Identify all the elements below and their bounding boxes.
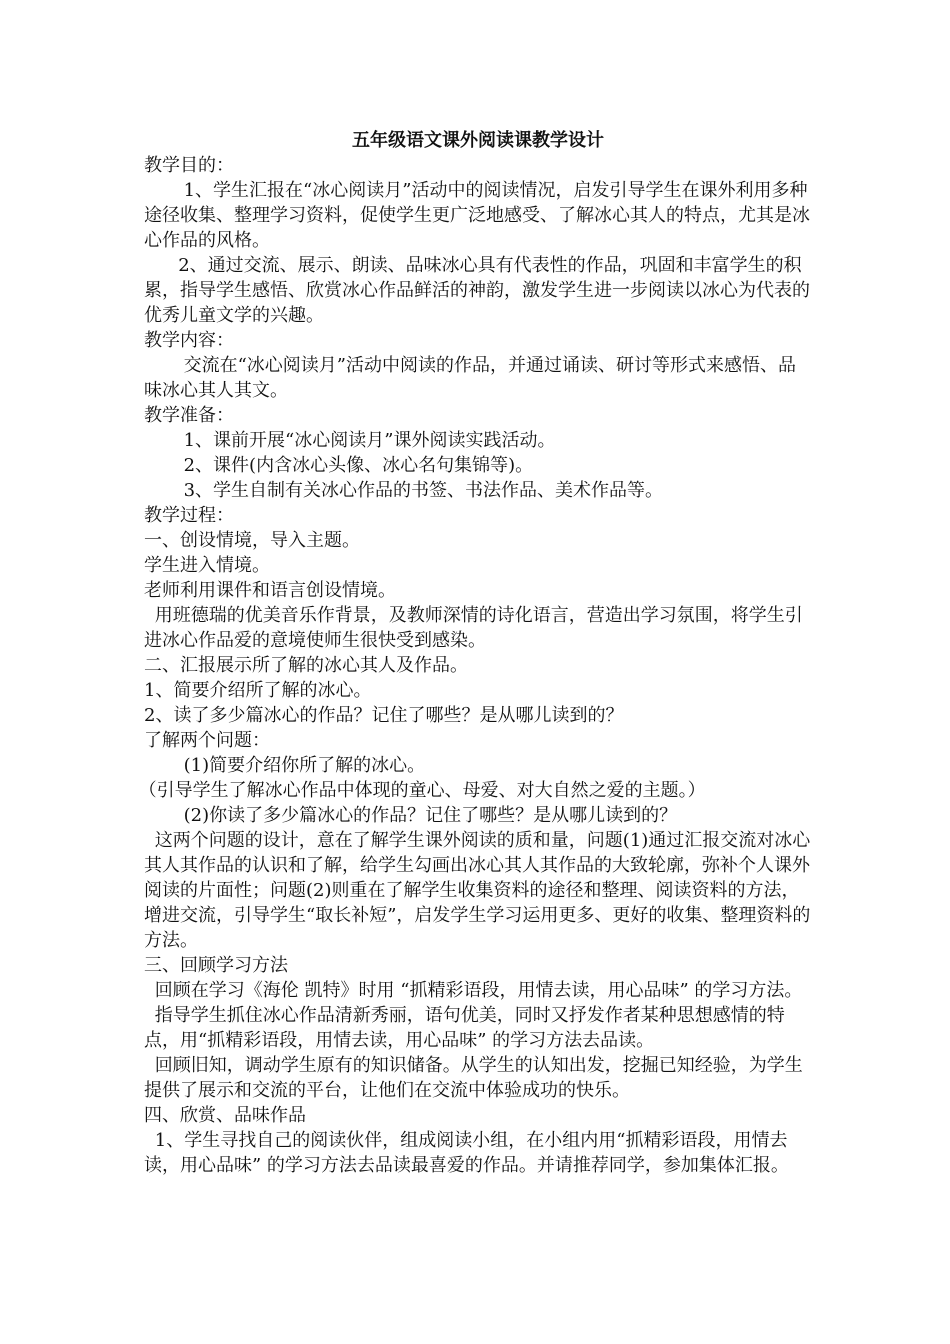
paragraph: 1、课前开展“冰心阅读月”课外阅读实践活动。	[183, 430, 556, 451]
paragraph: 回顾旧知，调动学生原有的知识储备。从学生的认知出发，挖掘已知经验，为学生提供了展示和交流的平台，让他们在交流中体验成功的快乐。	[144, 1055, 803, 1101]
paragraph: 三、回顾学习方法	[144, 955, 288, 976]
paragraph: 1、简要介绍所了解的冰心。	[144, 680, 372, 701]
paragraph: (2)你读了多少篇冰心的作品？记住了哪些？是从哪儿读到的？	[183, 805, 678, 826]
paragraph: 用班德瑞的优美音乐作背景，及教师深情的诗化语言，营造出学习氛围，将学生引进冰心作品爱的意境使师生很快受到感染。	[144, 605, 803, 651]
paragraph: 1、学生寻找自己的阅读伙伴，组成阅读小组，在小组内用“抓精彩语段，用情去读，用心品味” 的学习方法去品读最喜爱的作品。并请推荐同学，参加集体汇报。	[144, 1130, 789, 1176]
document-body	[138, 153, 812, 1178]
paragraph: (1)简要介绍你所了解的冰心。	[183, 755, 426, 776]
paragraph: （引导学生了解冰心作品中体现的童心、母爱、对大自然之爱的主题。）	[138, 780, 706, 801]
paragraph: 教学目的：	[144, 155, 234, 176]
paragraph: 一、创设情境，导入主题。	[144, 530, 360, 551]
paragraph: 3、学生自制有关冰心作品的书签、书法作品、美术作品等。	[183, 480, 664, 501]
paragraph: 2、通过交流、展示、朗读、品味冰心具有代表性的作品，巩固和丰富学生的积累，指导学生感悟、欣赏冰心作品鲜活的神韵，激发学生进一步阅读以冰心为代表的优秀儿童文学的兴趣。	[144, 255, 810, 326]
paragraph: 2、读了多少篇冰心的作品？记住了哪些？是从哪儿读到的？	[144, 705, 624, 726]
paragraph: 这两个问题的设计，意在了解学生课外阅读的质和量，问题(1)通过汇报交流对冰心其人其作品的认识和了解，给学生勾画出冰心其人其作品的大致轮廓，弥补个人课外阅读的片面性；问题(2)则重在了解学生收集资料的途径和整理、阅读资料的方法，增进交流，引导学生“取长补短”，启发学生学习运用更多、更好的收集、整理资料的方法。	[144, 830, 811, 951]
paragraph: 1、学生汇报在“冰心阅读月”活动中的阅读情况，启发引导学生在课外利用多种途径收集、整理学习资料，促使学生更广泛地感受、了解冰心其人的特点，尤其是冰心作品的风格。	[144, 180, 810, 251]
document-page	[138, 128, 812, 1178]
paragraph: 2、课件(内含冰心头像、冰心名句集锦等)。	[183, 455, 534, 476]
document-title: 五年级语文课外阅读课教学设计	[352, 130, 604, 151]
paragraph: 了解两个问题：	[144, 730, 270, 751]
paragraph: 交流在“冰心阅读月”活动中阅读的作品，并通过诵读、研讨等形式来感悟、品味冰心其人其文。	[144, 355, 796, 401]
paragraph: 教学过程：	[144, 505, 234, 526]
paragraph: 四、欣赏、品味作品	[144, 1105, 306, 1126]
paragraph: 回顾在学习《海伦 凯特》时用 “抓精彩语段，用情去读，用心品味” 的学习方法。	[154, 980, 803, 1001]
paragraph: 老师利用课件和语言创设情境。	[144, 580, 396, 601]
paragraph: 教学内容：	[144, 330, 234, 351]
paragraph: 指导学生抓住冰心作品清新秀丽，语句优美，同时又抒发作者某种思想感情的特点，用“抓精彩语段，用情去读，用心品味” 的学习方法去品读。	[144, 1005, 785, 1051]
paragraph: 教学准备：	[144, 405, 234, 426]
paragraph: 学生进入情境。	[144, 555, 270, 576]
paragraph: 二、汇报展示所了解的冰心其人及作品。	[144, 655, 468, 676]
